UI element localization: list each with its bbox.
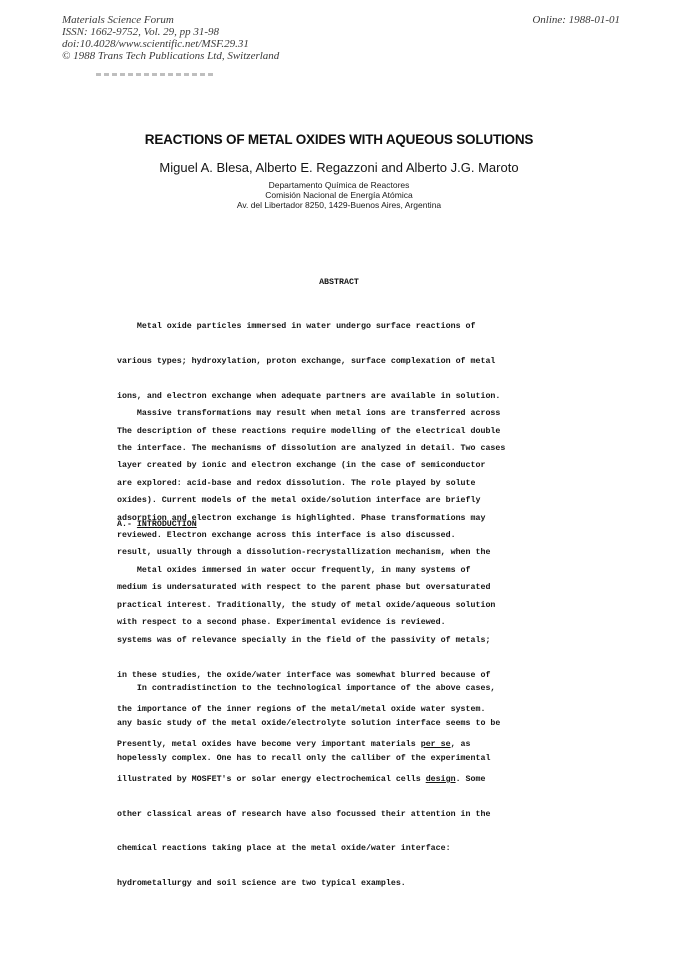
emphasis-per-se: per se	[420, 740, 451, 750]
affiliation-address: Av. del Libertador 8250, 1429-Buenos Aires, Argentina	[236, 200, 442, 210]
author-list: Miguel A. Blesa, Alberto E. Regazzoni and Alberto J.G. Maroto	[159, 160, 519, 175]
copyright-line: © 1988 Trans Tech Publications Ltd, Switzerland	[62, 50, 280, 62]
section-heading	[117, 519, 197, 531]
text-line: oxides). Current models of the metal oxide/solution interface are briefly	[117, 496, 481, 506]
text-segment: . Some	[455, 774, 486, 784]
text-line: are explored: acid-base and redox dissolution. The role played by solute	[117, 478, 476, 488]
abstract-heading: ABSTRACT	[319, 278, 359, 287]
text-line: hydrometallurgy and soil science are two typical examples.	[117, 879, 406, 889]
text-line: hopelessly complex. One has to recall only the calliber of the experimental	[117, 753, 491, 763]
affiliation-institution: Comisión Nacional de Energía Atómica	[265, 190, 413, 200]
text-line: Metal oxides immersed in water occur frequently, in many systems of	[117, 566, 471, 576]
doi-line: doi:10.4028/www.scientific.net/MSF.29.31	[62, 38, 249, 50]
text-line: various types; hydroxylation, proton exchange, surface complexation of metal	[117, 356, 496, 366]
journal-name: Materials Science Forum	[62, 14, 174, 26]
section-number: A.-	[117, 520, 132, 529]
text-line: layer created by ionic and electron exchange (in the case of semiconductor	[117, 461, 486, 471]
text-line: result, usually through a dissolution-recrystallization mechanism, when the	[117, 548, 491, 558]
text-line: systems was of relevance specially in the field of the passivity of metals;	[117, 635, 491, 645]
text-line: chemical reactions taking place at the metal oxide/water interface:	[117, 844, 451, 854]
text-segment: illustrated by MOSFET's or solar energy electrochemical cells	[117, 774, 426, 784]
text-line: Metal oxide particles immersed in water undergo surface reactions of	[117, 322, 476, 332]
text-line: adsorption and electron exchange is highlighted. Phase transformations may	[117, 513, 486, 523]
issn-line: ISSN: 1662-9752, Vol. 29, pp 31-98	[62, 26, 220, 38]
text-line: In contradistinction to the technological importance of the above cases,	[117, 684, 496, 694]
text-line: medium is undersaturated with respect to the parent phase but oversaturated	[117, 583, 491, 593]
affiliation-department: Departamento Química de Reactores	[268, 180, 410, 190]
section-title: INTRODUCTION	[136, 520, 197, 529]
paper-title: REACTIONS OF METAL OXIDES WITH AQUEOUS SOLUTIONS	[144, 132, 534, 147]
text-line: with respect to a second phase. Experimental evidence is reviewed.	[117, 617, 446, 627]
text-line: reviewed. Electron exchange across this interface is also discussed.	[117, 530, 456, 540]
text-line: practical interest. Traditionally, the study of metal oxide/aqueous solution	[117, 600, 496, 610]
text-line: other classical areas of research have also focussed their attention in the	[117, 809, 491, 819]
text-line: Massive transformations may result when metal ions are transferred across	[117, 409, 501, 419]
text-line: The description of these reactions require modelling of the electrical double	[117, 426, 501, 436]
text-line: any basic study of the metal oxide/electrolyte solution interface seems to be	[117, 718, 501, 728]
text-line: the importance of the inner regions of the metal/metal oxide water system.	[117, 705, 486, 715]
online-date: Online: 1988-01-01	[532, 14, 620, 26]
text-line: the interface. The mechanisms of dissolution are analyzed in detail. Two cases	[117, 443, 506, 453]
text-line: in these studies, the oxide/water interface was somewhat blurred because of	[117, 670, 491, 680]
publication-metadata	[62, 14, 279, 62]
scan-artifact	[96, 73, 216, 76]
text-line: ions, and electron exchange when adequate partners are available in solution.	[117, 391, 501, 401]
emphasis-design: design	[425, 774, 456, 784]
introduction-paragraph-2	[117, 660, 547, 788]
text-segment: , as	[450, 740, 471, 750]
text-segment: Presently, metal oxides have become very important materials	[117, 740, 421, 750]
